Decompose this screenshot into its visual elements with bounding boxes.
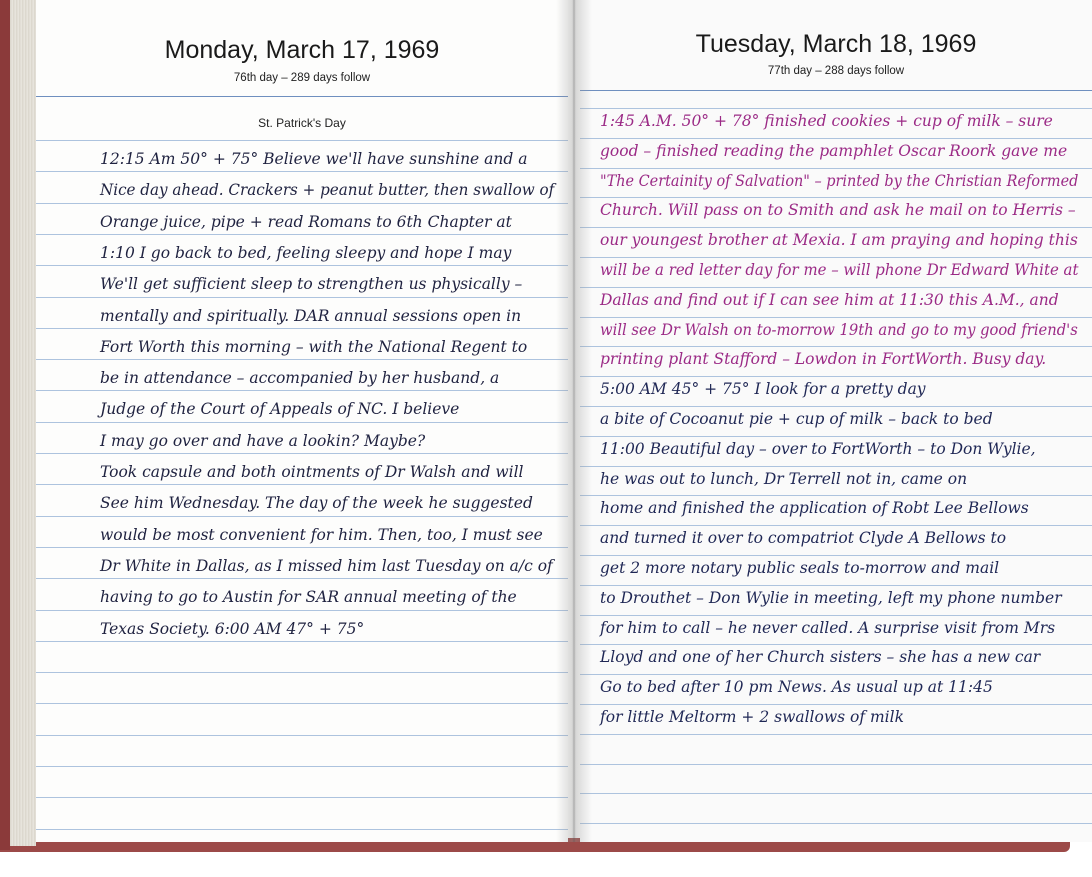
ruled-line bbox=[36, 422, 568, 423]
handwritten-line: Nice day ahead. Crackers + peanut butter, then swallow of bbox=[100, 181, 555, 200]
ruled-line bbox=[580, 615, 1092, 616]
ruled-line bbox=[36, 390, 568, 391]
handwritten-line: Took capsule and both ointments of Dr Walsh and will bbox=[100, 463, 524, 481]
handwritten-line: a bite of Cocoanut pie + cup of milk – back to bed bbox=[600, 410, 993, 428]
handwritten-line: he was out to lunch, Dr Terrell not in, came on bbox=[600, 469, 968, 488]
handwritten-line: and turned it over to compatriot Clyde A Bellows to bbox=[600, 529, 1007, 548]
ruled-line bbox=[580, 257, 1092, 258]
book-gutter bbox=[556, 0, 592, 842]
handwritten-line: See him Wednesday. The day of the week he suggested bbox=[100, 494, 533, 513]
ruled-line bbox=[580, 168, 1092, 169]
ruled-line bbox=[36, 641, 568, 642]
ruled-line bbox=[36, 359, 568, 360]
page-edges bbox=[10, 0, 36, 846]
ruled-line bbox=[580, 108, 1092, 109]
ruled-line bbox=[36, 297, 568, 298]
handwritten-line: 5:00 AM 45° + 75° I look for a pretty day bbox=[600, 380, 926, 399]
ruled-line bbox=[36, 171, 568, 172]
handwritten-line: be in attendance – accompanied by her husband, a bbox=[100, 369, 500, 388]
handwritten-line: would be most convenient for him. Then, too, I must see bbox=[100, 525, 543, 544]
ruled-line bbox=[580, 317, 1092, 318]
handwritten-line: to Drouthet – Don Wylie in meeting, left my phone number bbox=[600, 588, 1062, 607]
ruled-line bbox=[580, 764, 1092, 765]
ruled-line bbox=[36, 516, 568, 517]
left-page-day-count: 76th day – 289 days follow bbox=[233, 72, 371, 84]
ruled-line bbox=[580, 644, 1092, 645]
handwritten-line: Judge of the Court of Appeals of NC. I believe bbox=[100, 400, 460, 419]
ruled-line bbox=[36, 797, 568, 798]
ruled-line bbox=[36, 703, 568, 704]
ruled-line bbox=[36, 265, 568, 266]
handwritten-line: Lloyd and one of her Church sisters – she has a new car bbox=[600, 648, 1041, 667]
ruled-line bbox=[36, 453, 568, 454]
ruled-line bbox=[580, 197, 1092, 198]
handwritten-line: good – finished reading the pamphlet Oscar Roork gave me bbox=[600, 141, 1068, 160]
left-top-rule bbox=[36, 96, 568, 97]
handwritten-line: printing plant Stafford – Lowdon in FortWorth. Busy day. bbox=[600, 350, 1047, 369]
ruled-line bbox=[580, 436, 1092, 437]
handwritten-line: get 2 more notary public seals to-morrow and mail bbox=[600, 559, 1000, 577]
ruled-line bbox=[36, 829, 568, 830]
book-cover-spine bbox=[0, 0, 10, 850]
handwritten-line: 12:15 Am 50° + 75° Believe we'll have sunshine and a bbox=[100, 150, 528, 168]
ruled-line bbox=[580, 406, 1092, 407]
handwritten-line: Dr White in Dallas, as I missed him last Tuesday on a/c of bbox=[100, 556, 553, 575]
ruled-line bbox=[580, 287, 1092, 288]
ruled-line bbox=[36, 328, 568, 329]
handwritten-line: our youngest brother at Mexia. I am praying and hoping this bbox=[600, 231, 1078, 250]
ruled-line bbox=[580, 555, 1092, 556]
handwritten-line: Orange juice, pipe + read Romans to 6th Chapter at bbox=[100, 212, 512, 231]
ruled-line bbox=[580, 525, 1092, 526]
ruled-line bbox=[580, 823, 1092, 824]
handwritten-line: will be a red letter day for me – will phone Dr Edward White at bbox=[600, 261, 1079, 279]
handwritten-line: 11:00 Beautiful day – over to FortWorth – to Don Wylie, bbox=[600, 439, 1036, 458]
handwritten-line: 1:45 A.M. 50° + 78° finished cookies + cup of milk – sure bbox=[600, 112, 1053, 130]
handwritten-line: I may go over and have a lookin? Maybe? bbox=[100, 431, 426, 450]
ruled-line bbox=[36, 578, 568, 579]
handwritten-line: Dallas and find out if I can see him at 11:30 this A.M., and bbox=[600, 290, 1059, 309]
ruled-line bbox=[36, 610, 568, 611]
ruled-line bbox=[36, 766, 568, 767]
handwritten-line: Fort Worth this morning – with the National Regent to bbox=[100, 337, 528, 356]
handwritten-line: mentally and spiritually. DAR annual sessions open in bbox=[100, 306, 522, 325]
handwritten-line: We'll get sufficient sleep to strengthen us physically – bbox=[100, 275, 523, 294]
handwritten-line: "The Certainity of Salvation" – printed by the Christian Reformed bbox=[600, 171, 1079, 190]
ruled-line bbox=[580, 793, 1092, 794]
handwritten-line: having to go to Austin for SAR annual meeting of the bbox=[100, 588, 517, 607]
left-page-date: Monday, March 17, 1969 bbox=[164, 36, 440, 64]
right-page-date: Tuesday, March 18, 1969 bbox=[695, 30, 977, 58]
ruled-line bbox=[580, 376, 1092, 377]
ruled-line bbox=[36, 547, 568, 548]
ruled-line bbox=[36, 672, 568, 673]
ruled-line bbox=[580, 466, 1092, 467]
ruled-line bbox=[580, 346, 1092, 347]
ruled-line bbox=[36, 234, 568, 235]
left-page bbox=[36, 0, 568, 842]
ruled-line bbox=[36, 140, 568, 141]
right-page bbox=[580, 0, 1092, 842]
ruled-line bbox=[580, 138, 1092, 139]
handwritten-line: Go to bed after 10 pm News. As usual up at 11:45 bbox=[600, 678, 993, 697]
ruled-line bbox=[36, 735, 568, 736]
ruled-line bbox=[580, 674, 1092, 675]
ruled-line bbox=[580, 227, 1092, 228]
right-top-rule bbox=[580, 90, 1092, 91]
handwritten-line: Church. Will pass on to Smith and ask he mail on to Herris – bbox=[600, 201, 1076, 220]
ruled-line bbox=[36, 484, 568, 485]
ruled-line bbox=[580, 585, 1092, 586]
right-page-day-count: 77th day – 288 days follow bbox=[767, 65, 905, 77]
left-page-holiday: St. Patrick's Day bbox=[258, 116, 346, 130]
handwritten-line: Texas Society. 6:00 AM 47° + 75° bbox=[100, 619, 365, 638]
ruled-line bbox=[580, 734, 1092, 735]
ruled-line bbox=[36, 203, 568, 204]
handwritten-line: will see Dr Walsh on to-morrow 19th and go to my good friend's bbox=[600, 320, 1078, 339]
ruled-line bbox=[580, 704, 1092, 705]
handwritten-line: 1:10 I go back to bed, feeling sleepy and hope I may bbox=[100, 243, 512, 262]
handwritten-line: for little Meltorm + 2 swallows of milk bbox=[600, 708, 904, 726]
handwritten-line: for him to call – he never called. A surprise visit from Mrs bbox=[600, 618, 1056, 637]
ruled-line bbox=[580, 495, 1092, 496]
handwritten-line: home and finished the application of Robt Lee Bellows bbox=[600, 499, 1029, 518]
